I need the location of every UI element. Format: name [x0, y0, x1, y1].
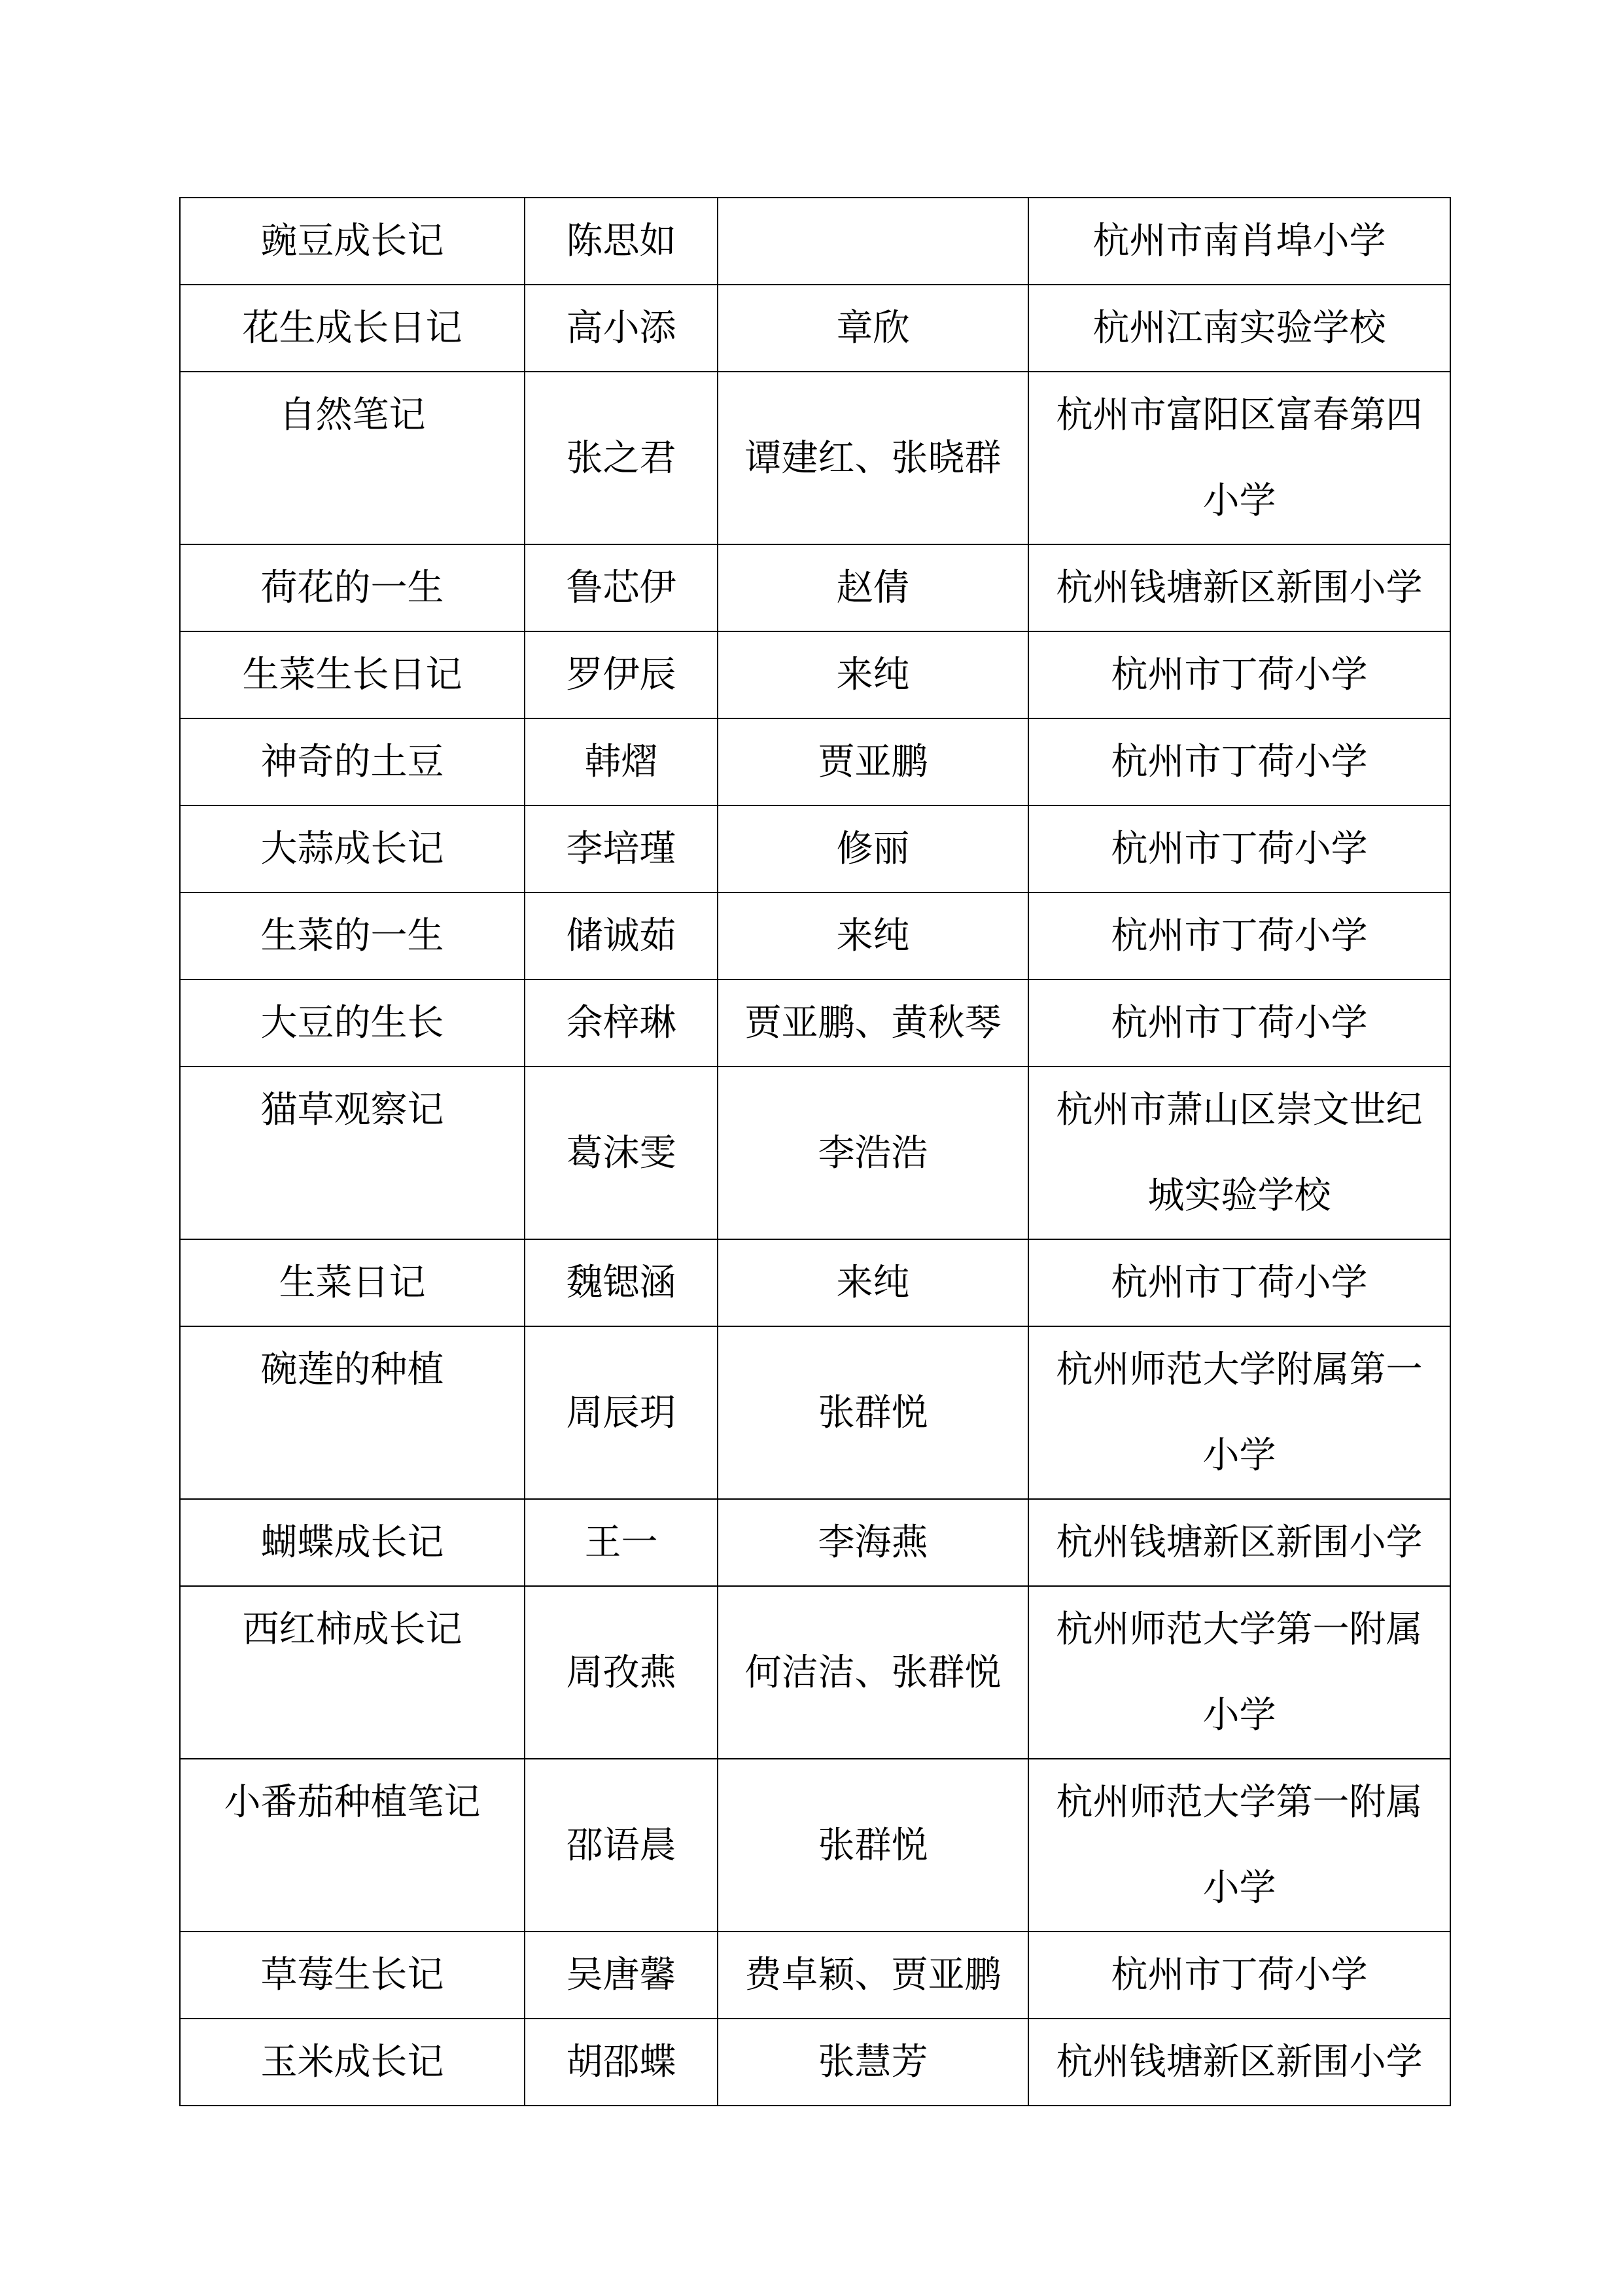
school-name-cell: 杭州市丁荷小学: [1028, 1239, 1450, 1326]
school-name-cell: 杭州市萧山区崇文世纪城实验学校: [1028, 1067, 1450, 1239]
teacher-name-cell: 贾亚鹏: [718, 718, 1028, 805]
work-title-cell: 荷花的一生: [180, 544, 525, 631]
teacher-name-cell: 张慧芳: [718, 2019, 1028, 2106]
table-row: [180, 1932, 1450, 2019]
work-title-cell: 草莓生长记: [180, 1932, 525, 2019]
student-name-cell: 余梓琳: [525, 980, 718, 1067]
student-name-cell: 高小添: [525, 285, 718, 372]
teacher-name-cell: 来纯: [718, 1239, 1028, 1326]
work-title-cell: 大蒜成长记: [180, 805, 525, 892]
school-name-cell: 杭州市南肖埠小学: [1028, 198, 1450, 285]
teacher-name-cell: 来纯: [718, 631, 1028, 718]
work-title-cell: 西红柿成长记: [180, 1586, 525, 1759]
work-title-cell: 小番茄种植笔记: [180, 1759, 525, 1932]
school-name-cell: 杭州钱塘新区新围小学: [1028, 544, 1450, 631]
teacher-name-cell: 张群悦: [718, 1326, 1028, 1499]
student-name-cell: 葛沫雯: [525, 1067, 718, 1239]
table-row: [180, 2019, 1450, 2106]
teacher-name-cell: 费卓颖、贾亚鹏: [718, 1932, 1028, 2019]
table-row: [180, 372, 1450, 544]
work-title-cell: 豌豆成长记: [180, 198, 525, 285]
table-row: [180, 980, 1450, 1067]
work-title-cell: 神奇的土豆: [180, 718, 525, 805]
teacher-name-cell: 何洁洁、张群悦: [718, 1586, 1028, 1759]
student-name-cell: 张之君: [525, 372, 718, 544]
table-body: [180, 198, 1450, 2106]
table-row: [180, 892, 1450, 980]
table-row: [180, 1067, 1450, 1239]
table-row: [180, 1586, 1450, 1759]
school-name-cell: 杭州市丁荷小学: [1028, 1932, 1450, 2019]
school-name-cell: 杭州师范大学附属第一小学: [1028, 1326, 1450, 1499]
student-name-cell: 周辰玥: [525, 1326, 718, 1499]
school-name-cell: 杭州市丁荷小学: [1028, 631, 1450, 718]
student-name-cell: 胡邵蝶: [525, 2019, 718, 2106]
table-row: [180, 805, 1450, 892]
table-row: [180, 1499, 1450, 1586]
student-name-cell: 邵语晨: [525, 1759, 718, 1932]
teacher-name-cell: [718, 198, 1028, 285]
student-name-cell: 周孜燕: [525, 1586, 718, 1759]
table-row: [180, 198, 1450, 285]
work-title-cell: 生菜日记: [180, 1239, 525, 1326]
work-title-cell: 碗莲的种植: [180, 1326, 525, 1499]
student-name-cell: 吴唐馨: [525, 1932, 718, 2019]
table-row: [180, 1326, 1450, 1499]
student-name-cell: 储诚茹: [525, 892, 718, 980]
student-name-cell: 鲁芯伊: [525, 544, 718, 631]
school-name-cell: 杭州钱塘新区新围小学: [1028, 1499, 1450, 1586]
work-title-cell: 蝴蝶成长记: [180, 1499, 525, 1586]
work-title-cell: 自然笔记: [180, 372, 525, 544]
results-table: [179, 197, 1451, 2106]
student-name-cell: 王一: [525, 1499, 718, 1586]
teacher-name-cell: 张群悦: [718, 1759, 1028, 1932]
work-title-cell: 花生成长日记: [180, 285, 525, 372]
school-name-cell: 杭州市丁荷小学: [1028, 718, 1450, 805]
teacher-name-cell: 赵倩: [718, 544, 1028, 631]
school-name-cell: 杭州师范大学第一附属小学: [1028, 1759, 1450, 1932]
work-title-cell: 玉米成长记: [180, 2019, 525, 2106]
student-name-cell: 陈思如: [525, 198, 718, 285]
school-name-cell: 杭州市丁荷小学: [1028, 805, 1450, 892]
work-title-cell: 生菜的一生: [180, 892, 525, 980]
teacher-name-cell: 李浩浩: [718, 1067, 1028, 1239]
teacher-name-cell: 章欣: [718, 285, 1028, 372]
work-title-cell: 大豆的生长: [180, 980, 525, 1067]
student-name-cell: 韩熠: [525, 718, 718, 805]
table-row: [180, 544, 1450, 631]
school-name-cell: 杭州江南实验学校: [1028, 285, 1450, 372]
school-name-cell: 杭州市富阳区富春第四小学: [1028, 372, 1450, 544]
table-row: [180, 631, 1450, 718]
teacher-name-cell: 贾亚鹏、黄秋琴: [718, 980, 1028, 1067]
table-row: [180, 285, 1450, 372]
student-name-cell: 李培瑾: [525, 805, 718, 892]
student-name-cell: 魏锶涵: [525, 1239, 718, 1326]
teacher-name-cell: 来纯: [718, 892, 1028, 980]
student-name-cell: 罗伊辰: [525, 631, 718, 718]
work-title-cell: 生菜生长日记: [180, 631, 525, 718]
teacher-name-cell: 谭建红、张晓群: [718, 372, 1028, 544]
teacher-name-cell: 修丽: [718, 805, 1028, 892]
school-name-cell: 杭州师范大学第一附属小学: [1028, 1586, 1450, 1759]
table-row: [180, 1239, 1450, 1326]
school-name-cell: 杭州市丁荷小学: [1028, 980, 1450, 1067]
table-row: [180, 718, 1450, 805]
table-row: [180, 1759, 1450, 1932]
school-name-cell: 杭州钱塘新区新围小学: [1028, 2019, 1450, 2106]
work-title-cell: 猫草观察记: [180, 1067, 525, 1239]
teacher-name-cell: 李海燕: [718, 1499, 1028, 1586]
school-name-cell: 杭州市丁荷小学: [1028, 892, 1450, 980]
